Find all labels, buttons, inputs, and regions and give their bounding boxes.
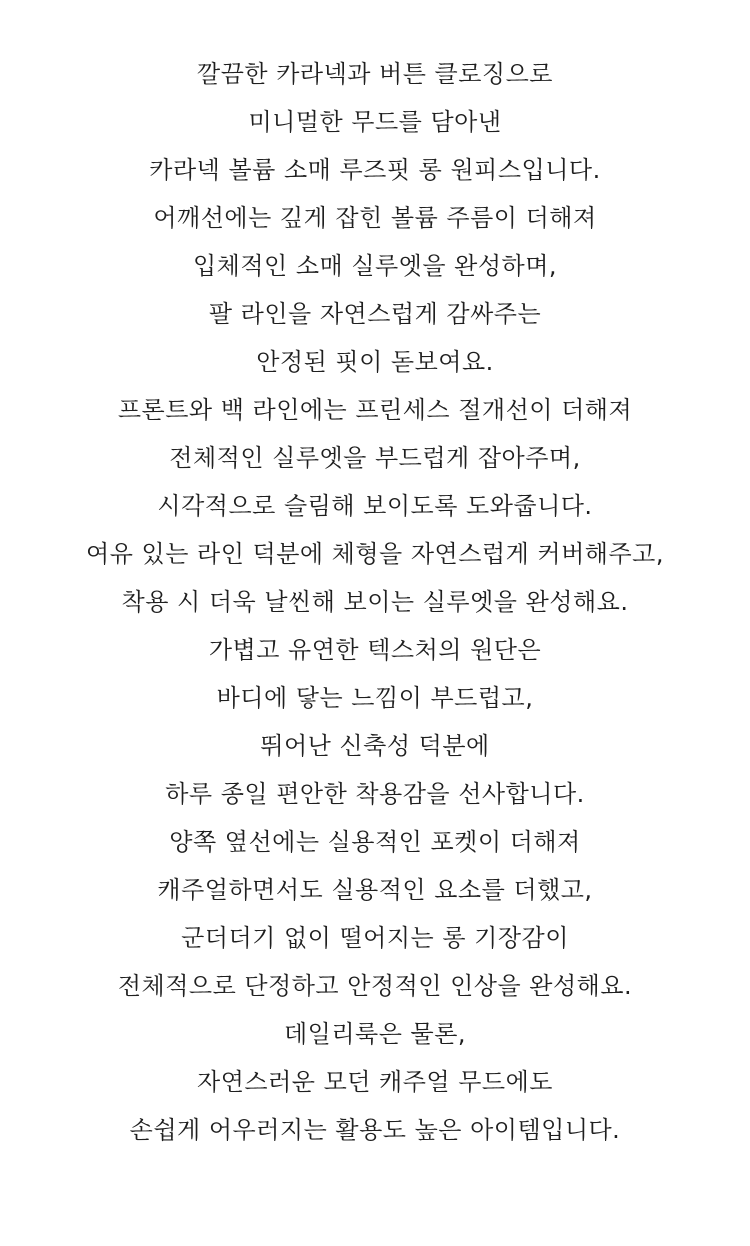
description-line: 양쪽 옆선에는 실용적인 포켓이 더해져	[169, 828, 581, 856]
description-line: 전체적으로 단정하고 안정적인 인상을 완성해요.	[117, 972, 633, 1000]
description-line: 군더더기 없이 떨어지는 롱 기장감이	[181, 924, 569, 952]
description-line: 착용 시 더욱 날씬해 보이는 실루엣을 완성해요.	[121, 588, 629, 616]
description-line: 시각적으로 슬림해 보이도록 도와줍니다.	[157, 492, 593, 520]
description-line: 바디에 닿는 느낌이 부드럽고,	[216, 684, 534, 712]
description-line: 미니멀한 무드를 담아낸	[248, 108, 502, 136]
description-line: 안정된 핏이 돋보여요.	[256, 348, 494, 376]
description-line: 캐주얼하면서도 실용적인 요소를 더했고,	[157, 876, 593, 904]
description-line: 프론트와 백 라인에는 프린세스 절개선이 더해져	[117, 396, 633, 424]
description-line: 뛰어난 신축성 덕분에	[260, 732, 490, 760]
description-line: 깔끔한 카라넥과 버튼 클로징으로	[197, 60, 553, 88]
description-line: 가볍고 유연한 텍스처의 원단은	[208, 636, 542, 664]
description-line: 카라넥 볼륨 소매 루즈핏 롱 원피스입니다.	[149, 156, 601, 184]
description-line: 팔 라인을 자연스럽게 감싸주는	[208, 300, 542, 328]
description-line: 자연스러운 모던 캐주얼 무드에도	[197, 1068, 553, 1096]
description-line: 하루 종일 편안한 착용감을 선사합니다.	[165, 780, 585, 808]
description-line: 여유 있는 라인 덕분에 체형을 자연스럽게 커버해주고,	[86, 540, 664, 568]
description-line: 어깨선에는 깊게 잡힌 볼륨 주름이 더해져	[153, 204, 597, 232]
description-line: 입체적인 소매 실루엣을 완성하며,	[192, 252, 558, 280]
description-line: 전체적인 실루엣을 부드럽게 잡아주며,	[169, 444, 581, 472]
description-line: 데일리룩은 물론,	[283, 1020, 467, 1048]
product-description	[0, 50, 750, 1154]
description-line: 손쉽게 어우러지는 활용도 높은 아이템입니다.	[129, 1116, 621, 1144]
